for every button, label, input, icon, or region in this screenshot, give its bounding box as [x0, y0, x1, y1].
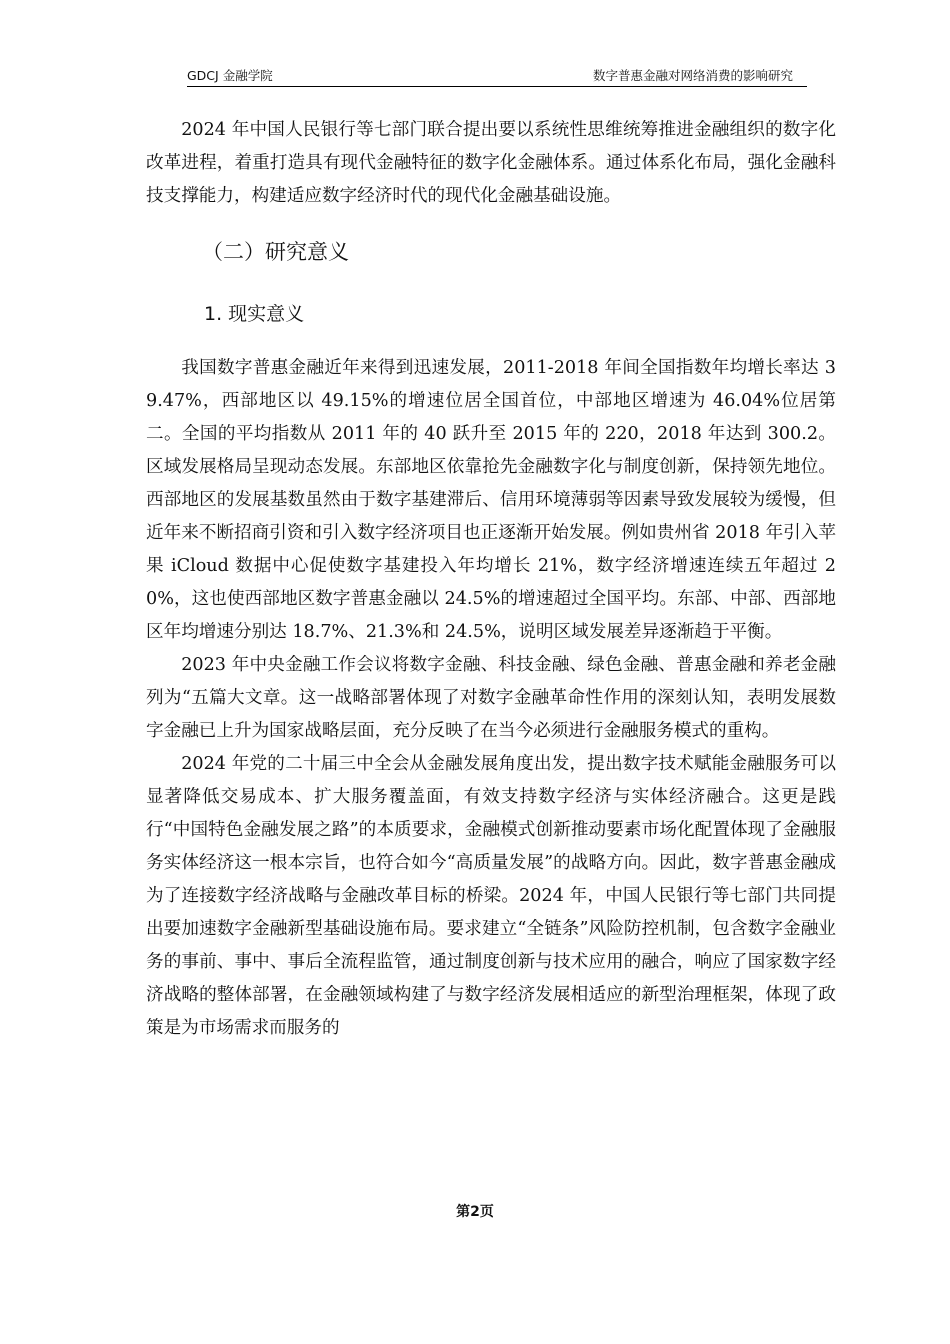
intro-block: [146, 114, 836, 213]
section-heading: （二）研究意义: [202, 240, 349, 264]
page-number: 第2页: [456, 1204, 494, 1220]
intro-paragraph: 2024 年中国人民银行等七部门联合提出要以系统性思维统筹推进金融组织的数字化改革进程，着重打造具有现代金融特征的数字化金融体系。通过体系化布局，强化金融科技支撑能力，构建适应数字经济时代的现代化金融基础设施。: [146, 120, 836, 206]
header-institution: GDCJ 金融学院: [187, 68, 273, 83]
body-paragraph: 我国数字普惠金融近年来得到迅速发展，2011-2018 年间全国指数年均增长率达 39.47%，西部地区以 49.15%的增速位居全国首位，中部地区增速为 46.04%位居第二。全国的平均指数从 2011 年的 40 跃升至 2015 年的 220，2018 年达到 300.2。区域发展格局呈现动态发展。东部地区依靠抢先金融数字化与制度创新，保持领先地位。西部地区的发展基数虽然由于数字基建滞后、信用环境薄弱等因素导致发展较为缓慢，但近年来不断招商引资和引入数字经济项目也正逐渐开始发展。例如贵州省 2018 年引入苹果 iCloud 数据中心促使数字基建投入年均增长 21%，数字经济增速连续五年超过 20%，这也使西部地区数字普惠金融以 24.5%的增速超过全国平均。东部、中部、西部地区年均增速分别达 18.7%、21.3%和 24.5%，说明区域发展差异逐渐趋于平衡。: [146, 358, 836, 642]
section-body: [146, 352, 836, 1045]
body-paragraph: 2024 年党的二十届三中全会从金融发展角度出发，提出数字技术赋能金融服务可以显著降低交易成本、扩大服务覆盖面，有效支持数字经济与实体经济融合。这更是践行“中国特色金融发展之路”的本质要求，金融模式创新推动要素市场化配置体现了金融服务实体经济这一根本宗旨，也符合如今“高质量发展”的战略方向。因此，数字普惠金融成为了连接数字经济战略与金融改革目标的桥梁。2024 年，中国人民银行等七部门共同提出要加速数字金融新型基础设施布局。要求建立“全链条”风险防控机制，包含数字金融业务的事前、事中、事后全流程监管，通过制度创新与技术应用的融合，响应了国家数字经济战略的整体部署，在金融领域构建了与数字经济发展相适应的新型治理框架，体现了政策是为市场需求而服务的: [146, 754, 836, 1038]
header-paper-title: 数字普惠金融对网络消费的影响研究: [592, 68, 793, 83]
subsection-heading: 1. 现实意义: [204, 303, 305, 325]
body-paragraph: 2023 年中央金融工作会议将数字金融、科技金融、绿色金融、普惠金融和养老金融列为“五篇大文章。这一战略部署体现了对数字金融革命性作用的深刻认知，表明发展数字金融已上升为国家战略层面，充分反映了在当今必须进行金融服务模式的重构。: [146, 655, 836, 741]
page-header: [187, 66, 807, 87]
